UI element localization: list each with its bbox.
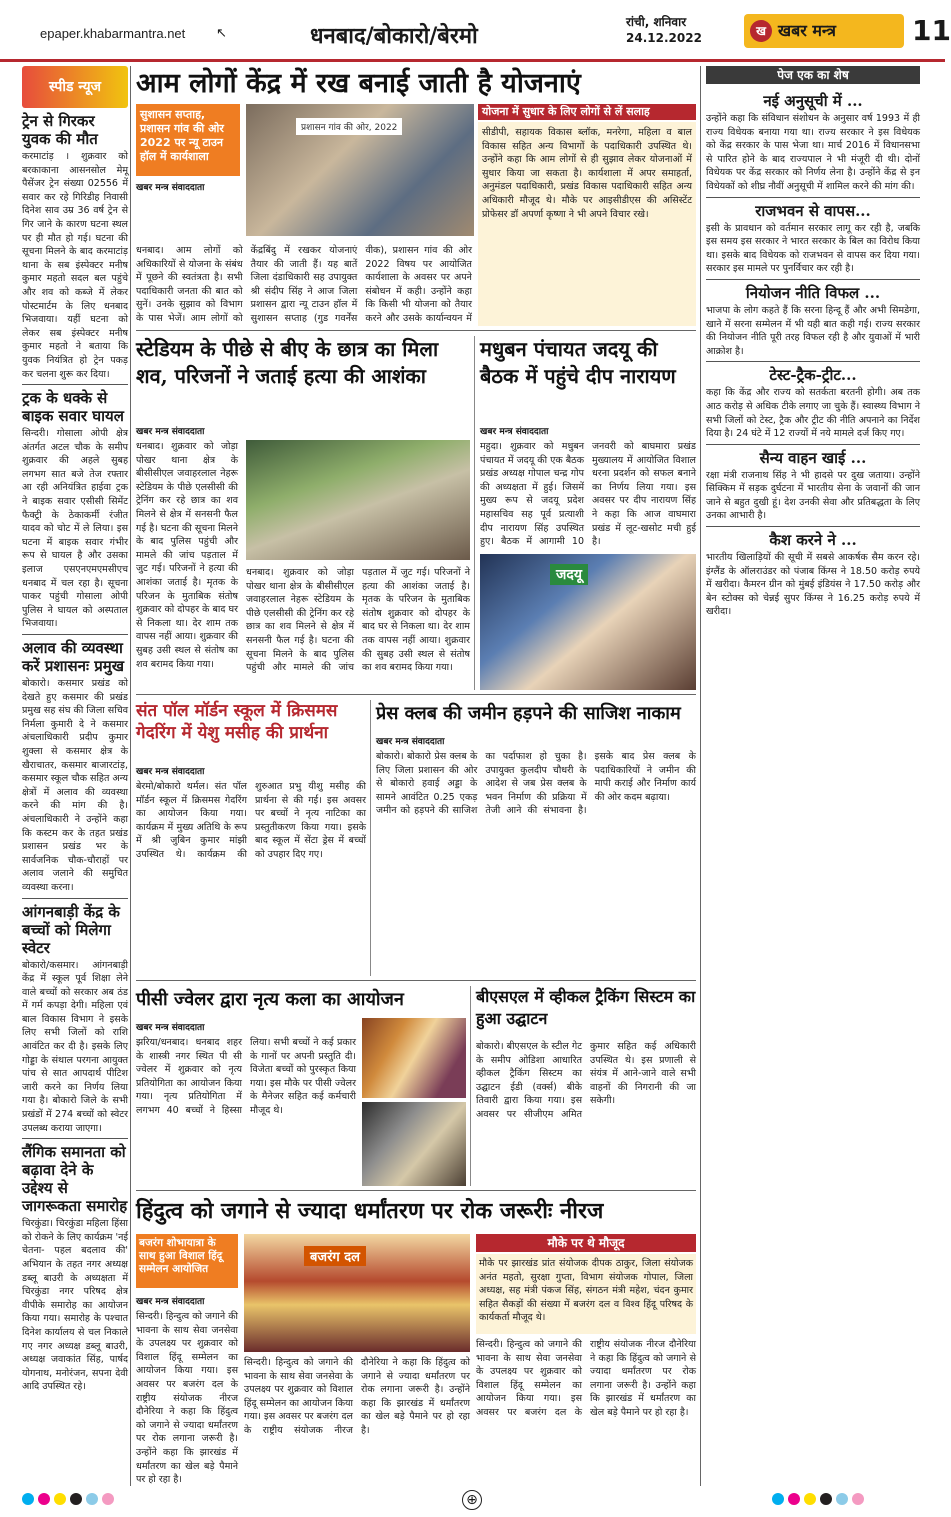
page-header [0, 0, 951, 62]
brand-mark-icon: ख [750, 20, 772, 42]
brief-body: बोकारो। कसमार प्रखंड को देखते हुए कसमार की प्रखंड प्रमुख सह संघ की जिला सचिव निर्मला कुमारी दे ने कसमार अंचलाधिकारी प्रदीप कुमार शुक्ला से कसमार क्षेत्र के खैराचातर, कसमार बाजारटांड़, कसमार स्कूल चौक सहित अन्य क्षेत्रों में अलाव की व्यवस्था करने की मांग की है। अंचलाधिकारी ने उन्होंने कहा कि कस्टम कर के तहत प्रखंड प्रशासन प्रखंड भर के सार्वजनिक चौक-चौराहों पर अलाव जलाने की समुचित व्यवस्था करना। [22, 678, 128, 893]
story8-text-more: सिन्दरी। हिन्दुत्व को जगाने की भावना के साथ सेवा जनसेवा के उपलक्ष्य पर शुक्रवार को विशाल हिंदू सम्मेलन का आयोजन किया गया। इस अवसर पर बजरंग दल के राष्ट्रीय संयोजक नीरज दौनेरिया ने कहा कि हिंदुत्व को जगाने से ज्यादा धर्मांतरण पर रोक लगाना जरूरी है। उन्होंने कहा कि झारखंड में धर्मांतरण का खेल बड़े पैमाने पर हो रहा है। [476, 1339, 696, 1418]
story2-headline: स्टेडियम के पीछे से बीए के छात्र का मिला शव, परिजनों ने जताई हत्या की आशंका [136, 337, 439, 388]
top-story-headline: आम लोगों केंद्र में रख बनाई जाती है योजनाएं [136, 68, 581, 99]
story7-headline: बीएसएल में व्हीकल ट्रैकिंग सिस्टम का हुआ उद्घाटन [476, 987, 696, 1028]
bajrang-dal-stage-photo [244, 1234, 470, 1352]
section-title: धनबाद/बोकारो/बेरमो [310, 23, 478, 49]
registration-crosshair-icon: ⊕ [462, 1490, 482, 1510]
jdu-banner-text: जदयू [550, 564, 588, 585]
story7-text: बोकारो। बीएसएल के स्टील गेट के समीप ओडिशा आधारित व्हीकल ट्रैकिंग सिस्टम का उद्घाटन ईडी (वर्क्स) बीके तिवारी द्वारा किया गया। इस अवसर पर सीजीएम अमित कुमार सहित कई अधिकारी उपस्थित थे। इस प्रणाली से संयंत्र में आने-जाने वाले सभी वाहनों की निगरानी की जा सकेगी। [476, 1041, 696, 1120]
brief-body: बोकारो/कसमार। आंगनबाड़ी केंद्र में स्कूल पूर्व शिक्षा लेने वाले बच्चों को सरकार अब ठंड में गर्म कपड़ा देगी। महिला एवं बाल विकास विभाग ने इसके लिए सभी जिलों को राशि आवंटित कर दी है। इसके लिए गोड्डा के संथाल परगना आयुक्त पांच से सात आपदार्थ पीटिश जारी करने का निर्णय लिया गया है। बोकारो जिले के सभी प्रखंडों में 274 बच्चों को स्वेटर उपलब्ध कराया जाएगा। [22, 959, 128, 1134]
dateline [626, 14, 702, 46]
byline: खबर मन्त्र संवाददाता [136, 427, 205, 437]
continued-column [706, 88, 920, 1486]
brand-logo [744, 14, 904, 48]
continued-body: इसी के प्रावधान को वर्तमान सरकार लागू कर रही है, जबकि इस समय इस सरकार ने भारत सरकार के बिल का विरोध किया था। इसके बाद विधेयक को राजभवन से वापस कर दिया गया। सरकार इस मामले पर पुनर्विचार कर रही है। [706, 222, 920, 275]
story8-body-a [136, 1310, 238, 1486]
brief-title: अलाव की व्यवस्था करें प्रशासनः प्रमुख [22, 639, 124, 675]
story2-text: धनबाद। शुक्रवार को जोड़ा पोखर थाना क्षेत्र के बीसीसीएल जवाहरलाल नेहरू स्टेडियम के पीछे एलसीसी की ट्रेनिंग कर रहे छात्र का शव मिलने से क्षेत्र में सनसनी फैल गई है। घटना की सूचना मिलने के बाद पुलिस पहुंची और मामले की जांच पड़ताल में जुट गई। परिजनों ने हत्या की आशंका जताई है। मृतक के परिजन के मुताबिक संतोष शुक्रवार को दोपहर के बाद घर से निकला था। देर शाम तक वापस नहीं आया। शुक्रवार की सुबह उसी स्थल से संतोष का शव बरामद किया गया। [136, 441, 238, 670]
brief-title: आंगनबाड़ी केंद्र के बच्चों को मिलेगा स्वेटर [22, 902, 120, 957]
present-box-text: मौके पर झारखंड प्रांत संयोजक दीपक ठाकुर, जिला संयोजक अनंत महतो, सुरक्षा गुप्ता, विभाग संयोजक गोपाल, जिला अध्यक्ष, सह मंत्री पंकज सिंह, संगठन मंत्री महेश, चंदन कुमार सहित सैकड़ों की संख्या में बजरंग दल व विश्व हिंदू परिषद के कार्यकर्ता मौजूद थे। [479, 1258, 693, 1324]
story4-text: बेरमो/बोकारो थर्मल। संत पॉल मॉर्डन स्कूल में क्रिसमस गेदरिंग का आयोजन किया गया। कार्यक्रम में मुख्य अतिथि के रूप में श्री जुबिन कुमार मांझी उपस्थित थे। कार्यक्रम की शुरुआत प्रभु यीशु मसीह की प्रार्थना से की गई। इस अवसर पर बच्चों ने नृत्य नाटिका का प्रस्तुतीकरण किया गया। इसके बाद स्कूल में सेंटा ड्रेस में बच्चों को उपहार दिए गए। [136, 781, 366, 860]
stadium-crowd-photo [246, 440, 470, 560]
speed-news-logo: स्पीड न्यूज [22, 66, 128, 108]
continued-body: उन्होंने कहा कि संविधान संशोधन के अनुसार वर्ष 1993 में ही राज्य विधेयक बनाया गया था। राज्य सरकार ने इस विधेयक को केंद्र सरकार के पास भेजा था। मार्च 2016 में विधानसभा से पारित होने के बाद राज्यपाल ने भी मंजूरी दी थी। दोनों विधेयक पर केंद्र सरकार को निर्णय लेना है। उन्होंने केंद्र से इन विधेयकों को शीघ्र नौवीं अनुसूची में शामिल करने की मांग की। [706, 113, 920, 192]
present-box [476, 1254, 696, 1334]
story5-text: बोकारो। बोकारो प्रेस क्लब के लिए जिला प्रशासन की ओर से बोकारो हवाई अड्डा के सामने आवंटित 0.25 एकड़ जमीन को हड़पने की साजिश का पर्दाफाश हो चुका है। उपायुक्त कुलदीप चौधरी के आदेश से जब प्रेस क्लब के भवन निर्माण की प्रक्रिया में तेजी आने की संभावना है। इसके बाद प्रेस क्लब के पदाधिकारियों ने जमीन की मापी कराई और निर्माण कार्य की ओर कदम बढ़ाया। [376, 751, 696, 817]
award-photo [362, 1102, 466, 1186]
continued-title: नई अनुसूची में ... [763, 92, 863, 110]
brief-item [22, 1143, 128, 1394]
side-box-title: योजना में सुधार के लिए लोगों से लें सलाह [478, 104, 696, 120]
byline: खबर मन्त्र संवाददाता [136, 183, 205, 193]
story6-headline: पीसी ज्वेलर द्वारा नृत्य कला का आयोजन [136, 989, 404, 1010]
dateline-city: रांची, शनिवार [626, 15, 687, 29]
cursor-icon: ↖ [216, 26, 227, 41]
brief-item [22, 639, 128, 895]
side-box-text: सीडीपी, सहायक विकास ब्लॉक, मनरेगा, महिला व बाल विकास सहित अन्य विभागों के पदाधिकारी उपस्थित थे। उन्होंने कहा कि आम लोगों से ही सुझाव लेकर योजनाओं में सुधार किया जा सकता है। कार्यशाला में अपर समाहर्ता, अनुमंडल पदाधिकारी, प्रखंड विकास पदाधिकारी सहित अन्य अधिकारी मौजूद थे। मौके पर आइसीडीएस की असिस्टेंट प्रोफेसर डॉ अपर्णा कृष्णा ने भी अपने विचार रखे। [482, 127, 692, 220]
page-number: 11 [912, 14, 951, 47]
story4-headline: संत पॉल मॉर्डन स्कूल में क्रिसमस गेदरिंग में येशु मसीह की प्रार्थना [136, 701, 338, 743]
story3-headline: मधुबन पंचायत जदयू की बैठक में पहुंचे दीप नारायण [480, 337, 676, 388]
jdu-meeting-photo [480, 554, 696, 690]
byline: खबर मन्त्र संवाददाता [136, 767, 205, 777]
story8-body-c [476, 1338, 696, 1486]
story5-headline: प्रेस क्लब की जमीन हड़पने की साजिश नाकाम [376, 703, 681, 724]
continued-title: सैन्य वाहन खाई ... [759, 448, 867, 467]
present-box-title: मौके पर थे मौजूद [476, 1234, 696, 1252]
continued-title: टेस्ट-ट्रैक-ट्रीट... [769, 366, 857, 385]
story2-body-a [136, 440, 238, 690]
dance-event-photo [362, 1018, 466, 1098]
continued-body: रक्षा मंत्री राजनाथ सिंह ने भी हादसे पर दुख जताया। उन्होंने सिक्किम में सड़क दुर्घटना में भारतीय सेना के जवानों की जान जाने से बहुत दुखी हूं। देश उनकी सेवा और प्रतिबद्धता के लिए उनका आभारी है। [706, 469, 920, 522]
brief-body: चिरकुंडा। चिरकुंडा महिला हिंसा को रोकने के लिए कार्यक्रम 'नई चेतना- पहल बदलाव की' अभियान के तहत नगर अध्यक्ष डब्लू बाउरी के अध्यक्षता में चिरकुंडा नगर परिषद क्षेत्र वीपीके समारोह का आयोजन किया गया। समारोह के पश्चात दिनेश कार्यालय से चल निकाले गए नगर अध्यक्ष डब्लू बाउरी, अध्यक्ष जवाकांत सिंह, पार्षद योगनाथ, मनोरंजन, सपना देवी आदि उपस्थित रहे। [22, 1218, 129, 1393]
story7-body [476, 1040, 696, 1186]
story3-body [480, 440, 696, 550]
continued-page-title: पेज एक का शेष [706, 66, 920, 84]
epaper-url[interactable]: epaper.khabarmantra.net [40, 26, 186, 41]
side-box [478, 122, 696, 326]
continued-title: राजभवन से वापस... [755, 201, 871, 220]
byline: खबर मन्त्र संवाददाता [376, 737, 445, 747]
continued-title: नियोजन नीति विफल ... [745, 283, 881, 302]
continued-body: भारतीय खिलाड़ियों की सूची में सबसे आकर्षक सैम करन रहे। इंग्लैंड के ऑलराउंडर को पंजाब किंग्स ने 18.50 करोड़ रुपये में खरीदा। कैमरन ग्रीन को मुंबई इंडियंस ने 17.50 करोड़ और बेन स्टोक्स को चेन्नई सुपर किंग्स ने 16.25 करोड़ रुपये में खरीदा। [706, 552, 920, 618]
brief-item [22, 389, 128, 631]
byline: खबर मन्त्र संवाददाता [136, 1023, 205, 1033]
brief-body: सिन्दरी। गोसाला ओपी क्षेत्र अंतर्गत अटल चौक के समीप शुक्रवार की अहले सुबह लगभग सात बजे तेज रफ्तार आ रही अनियंत्रित हाईवा ट्रक ने बाइक सवार एसीसी सिमेंट फैक्ट्री के ठेकाकर्मी रंजीत यादव को चोट में ले लिया। इस घटना में बाइक सवार गंभीर रूप से घायल है और उसका इलाज एसएनएमएमसीएच धनबाद में चल रहा है। सूचना पाकर पहुंची गोसाला ओपी पुलिस ने घायल को अस्पताल भिजवाया। [22, 428, 128, 630]
brief-body: करमाटांड़ । शुक्रवार को बरकाकाना आसनसोल मेमू पैसेंजर ट्रेन संख्या 02556 में सवार कर रहे गिरिडीह निवासी दिनेश साव उम्र 36 वर्ष ट्रेन से गिर जाने के कारण घटना स्थल पर ही मौत हो गई। घटना की सूचना मिलने के बाद करमाटांड़ थाना के सब इंस्पेक्टर मनीष कुमार महतो सदल बल पहुंचे और शव को कब्जे में लेकर पोस्टमार्टम के लिए धनबाद भिजवाया। यहीं घटना को लेकर सब इंस्पेक्टर मनीष कुमार महतो ने बताया कि युवक नियंत्रित हो ट्रेन पकड़ कर चलना शुरू कर दिया। [22, 151, 128, 380]
story8-body-b [244, 1356, 470, 1486]
continued-title: कैश करने ने ... [769, 531, 857, 550]
story2-body-b [246, 566, 470, 690]
story4-body [136, 780, 366, 976]
story6-text: झरिया/धनबाद। धनबाद शहर के शास्त्री नगर स्थित पी सी ज्वेलर में शुक्रवार को नृत्य प्रतियोगिता का आयोजन किया गया। नृत्य प्रतियोगिता में लगभग 40 बच्चों ने हिस्सा लिया। सभी बच्चों ने कई प्रकार के गानों पर अपनी प्रस्तुति दी। विजेता बच्चों को पुरस्कृत किया गया। इस मौके पर पीसी ज्वेलर के मैनेजर सहित कई कर्मचारी मौजूद थे। [136, 1037, 356, 1116]
bajrang-banner-text: बजरंग दल [304, 1246, 366, 1266]
color-registration-left [20, 1490, 116, 1510]
story8-kicker: बजरंग शोभायात्रा के साथ हुआ विशाल हिंदू सम्मेलन आयोजित [136, 1234, 238, 1288]
brief-item [22, 903, 128, 1136]
continued-body: भाजपा के लोग कहते हैं कि सरना हिन्दू हैं और अभी सिमडेगा, खाने में सरना सम्मेलन में भी यही बात कही गई। राज्य सरकार की नियोजन नीति पूरी तरह विफल रही है और युवाओं में भारी आक्रोश है। [706, 304, 920, 357]
brief-title: ट्रेन से गिरकर युवक की मौत [22, 112, 98, 148]
story5-body [376, 750, 696, 976]
top-story-body [136, 194, 472, 326]
top-story-text: धनबाद। आम लोगों को अधिकारियों से योजना के संबंध में पूछने की स्वतंत्रता है। सभी पदाधिकारी जनता की बात को सुनें। उनके सुझाव को विभाग के पास भेजें। आम लोगों को केंद्रबिंदु में रखकर योजनाएं तैयार की जाती हैं। यह बातें जिला दंडाधिकारी सह उपायुक्त श्री संदीप सिंह ने आज जिला प्रशासन द्वारा न्यू टाउन हॉल में सुशासन सप्ताह (गुड गवर्नेंस वीक), प्रशासन गांव की ओर 2022 विषय पर आयोजित कार्यशाला के अवसर पर अपने संबोधन में कही। उन्होंने कहा कि किसी भी योजना को तैयार करने और उसके कार्यान्वयन में [136, 245, 472, 324]
speed-news-column [22, 66, 128, 1486]
brief-title: ट्रक के धक्के से बाइक सवार घायल [22, 389, 124, 426]
story6-body [136, 1036, 356, 1186]
brief-item [22, 112, 128, 381]
color-registration-right [770, 1490, 866, 1510]
brief-title: लैंगिक समानता को बढ़ावा देने के उद्देश्य से जागरूकता समारोह [22, 1143, 128, 1216]
story8-headline: हिंदुत्व को जगाने से ज्यादा धर्मांतरण पर रोक जरूरीः नीरज [136, 1198, 604, 1224]
byline: खबर मन्त्र संवाददाता [136, 1297, 205, 1307]
brand-name: खबर मन्त्र [778, 21, 836, 40]
top-story-kicker: सुशासन सप्ताह, प्रशासन गांव की ओर 2022 पर न्यू टाउन हॉल में कार्यशाला [136, 104, 240, 176]
continued-body: कहा कि केंद्र और राज्य को सतर्कता बरतनी होगी। अब तक आठ करोड़ से अधिक टीके लगाए जा चुके हैं। स्वास्थ्य विभाग ने सभी जिलों को टेस्ट, ट्रैक और ट्रीट की नीति अपनाने का निर्देश दिया है। 24 घंटे में 12 राज्यों में नये मामले दर्ज किए गए। [706, 387, 920, 440]
byline: खबर मन्त्र संवाददाता [480, 427, 549, 437]
story8-text: सिन्दरी। हिन्दुत्व को जगाने की भावना के साथ सेवा जनसेवा के उपलक्ष्य पर शुक्रवार को विशाल हिंदू सम्मेलन का आयोजन किया गया। इस अवसर पर बजरंग दल के राष्ट्रीय संयोजक नीरज दौनेरिया ने कहा कि हिंदुत्व को जगाने से ज्यादा धर्मांतरण पर रोक लगाना जरूरी है। उन्होंने कहा कि झारखंड में धर्मांतरण का खेल बड़े पैमाने पर हो रहा है। [136, 1311, 238, 1486]
story8-text-cont: सिन्दरी। हिन्दुत्व को जगाने की भावना के साथ सेवा जनसेवा के उपलक्ष्य पर शुक्रवार को विशाल हिंदू सम्मेलन का आयोजन किया गया। इस अवसर पर बजरंग दल के राष्ट्रीय संयोजक नीरज दौनेरिया ने कहा कि हिंदुत्व को जगाने से ज्यादा धर्मांतरण पर रोक लगाना जरूरी है। उन्होंने कहा कि झारखंड में धर्मांतरण का खेल बड़े पैमाने पर हो रहा है। [244, 1357, 470, 1436]
story2-text-cont: धनबाद। शुक्रवार को जोड़ा पोखर थाना क्षेत्र के बीसीसीएल जवाहरलाल नेहरू स्टेडियम के पीछे एलसीसी की ट्रेनिंग कर रहे छात्र का शव मिलने से क्षेत्र में सनसनी फैल गई है। घटना की सूचना मिलने के बाद पुलिस पहुंची और मामले की जांच पड़ताल में जुट गई। परिजनों ने हत्या की आशंका जताई है। मृतक के परिजन के मुताबिक संतोष शुक्रवार को दोपहर के बाद घर से निकला था। देर शाम तक वापस नहीं आया। शुक्रवार की सुबह उसी स्थल से संतोष का शव बरामद किया गया। [246, 567, 470, 674]
dateline-date: 24.12.2022 [626, 31, 702, 45]
story3-text: महुदा। शुक्रवार को मधुबन पंचायत में जदयू की एक बैठक प्रखंड अध्यक्ष गोपाल चन्द्र गोप की अध्यक्षता में हुई। जिसमें मुख्य रूप से जदयू प्रदेश महासचिव सह पूर्व प्रत्याशी दीप नारायण सिंह उपस्थित हुए। बैठक में आगामी 10 जनवरी को बाघमारा प्रखंड मुख्यालय में आयोजित विशाल धरना प्रदर्शन को सफल बनाने का निर्णय लिया गया। इस अवसर पर दीप नारायण सिंह ने कहा कि आज वाघमारा प्रखंड में लूट-खसोट मची हुई है। [480, 441, 696, 548]
photo-banner-text: प्रशासन गांव की ओर, 2022 [296, 118, 402, 135]
